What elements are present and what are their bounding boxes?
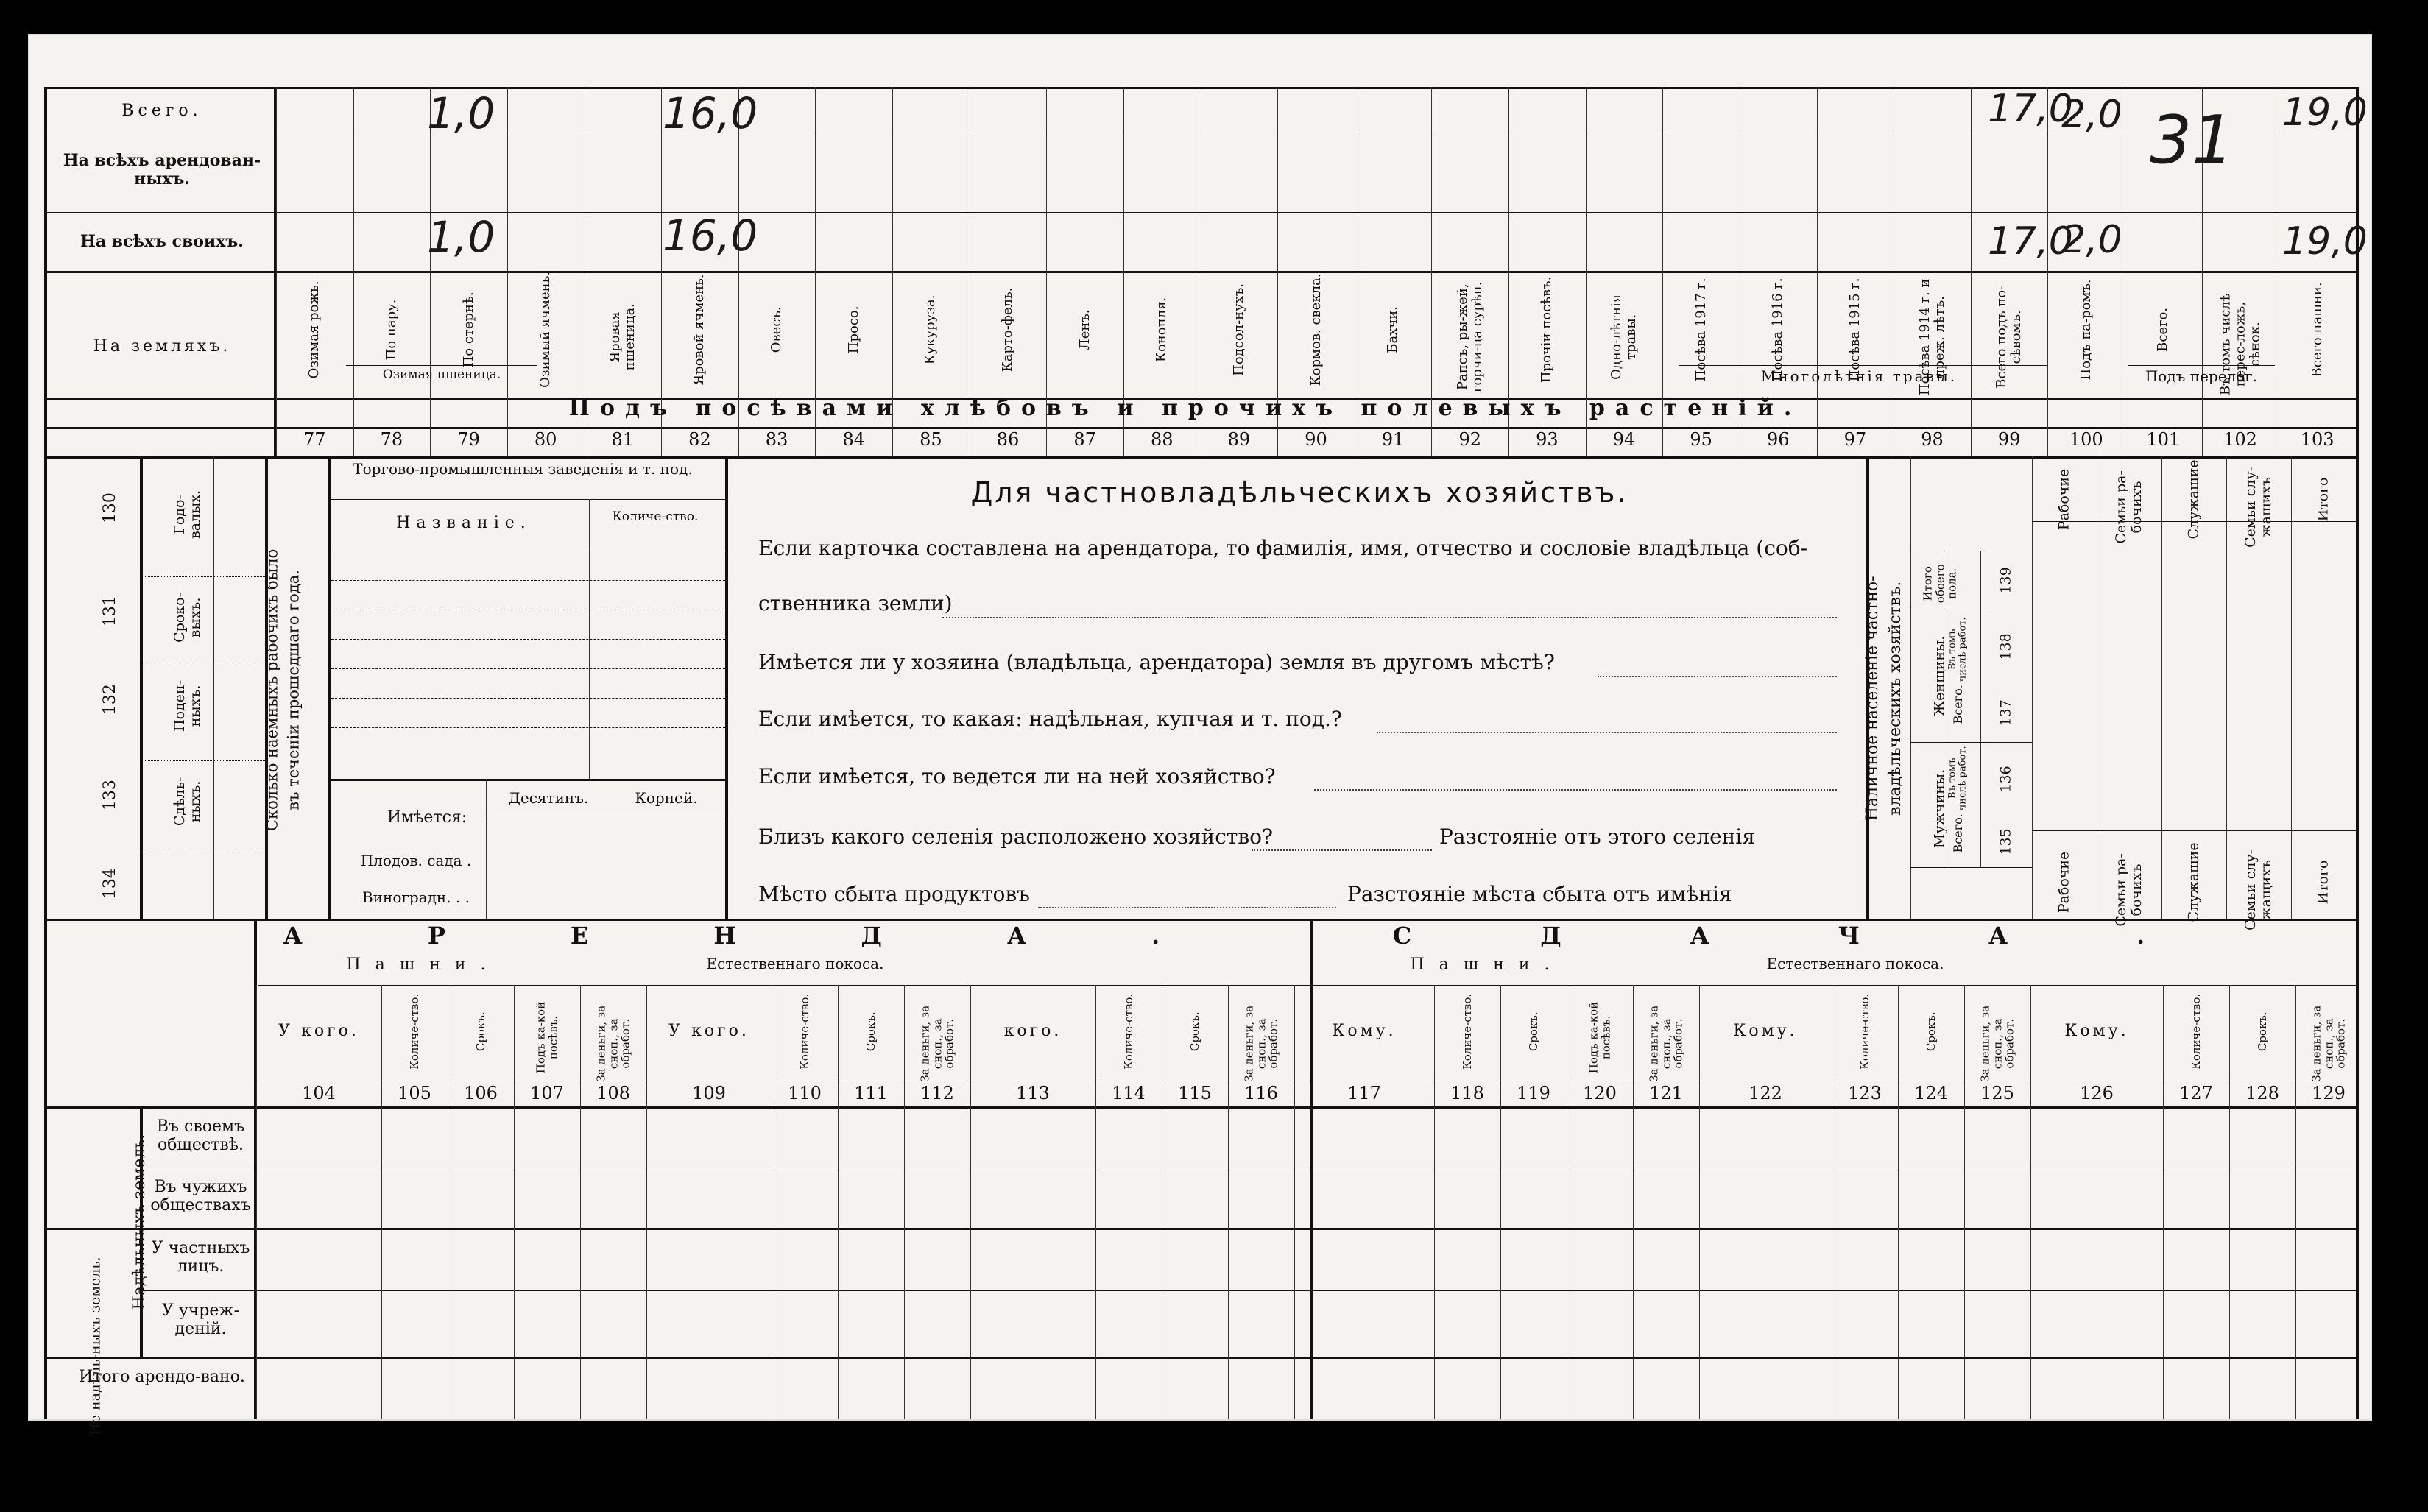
rule [514,985,515,1419]
livestock-label: Годо-валых. [172,490,203,539]
rule [331,668,725,669]
arenda-col-label: Количе-ство. [2189,993,2203,1070]
pop-col-label-bottom: Семьи ра-бочихъ [2113,853,2145,927]
arenda-col-num: 124 [1914,1083,1948,1103]
pop-work-w: Въ томъ числѣ работ. [1947,617,1969,682]
arenda-col-num: 104 [302,1083,336,1103]
rule [2291,456,2292,919]
rule [2295,985,2296,1419]
arenda-col-num: 126 [2080,1083,2114,1103]
trade-korney: Корней. [635,789,698,807]
crop-col-label: Рапсъ, ры-жей, горчи-ца сурѣп. [1454,281,1485,393]
rule [970,985,971,1419]
rule [44,1357,2356,1359]
private-q6: Мѣсто сбыта продуктовъ [758,882,1030,906]
rule [838,985,839,1419]
row-label-svoih: На всѣхъ своихъ. [80,232,244,251]
livestock-label: Сроко-выхъ. [172,592,203,643]
rule [1500,985,1501,1419]
arenda-col-num: 107 [530,1083,564,1103]
crop-col-label: Прочiй посѣвъ. [1539,276,1555,384]
crop-col-num: 99 [1997,429,2021,450]
arenda-col-label: Кому. [2064,1022,2129,1040]
crop-col-num: 93 [1536,429,1559,450]
crop-col-num: 88 [1150,429,1174,450]
arenda-title: АРЕНДА. [283,922,1285,950]
pop-muzhchiny: Мужчины. [1931,769,1948,849]
arenda-col-label: За деньги, за сноп., за обработ. [2309,1005,2348,1082]
crop-col-label: Озимая рожь. [306,280,322,379]
crop-col-num: 97 [1843,429,1867,450]
rule [1910,456,1911,919]
crop-col-label: Всего. [2155,307,2171,352]
crop-col-num: 85 [920,429,942,450]
arenda-col-label: Подъ ка-кой посѣвъ. [534,1001,560,1074]
rule [1910,742,2032,743]
arenda-col-label: Количе-ство. [1121,993,1135,1070]
crop-col-label: Яровая пшеница. [607,303,638,371]
crop-col-label: Просо. [845,305,861,354]
pop-num-135: 135 [1997,828,2014,855]
rule [2032,830,2356,831]
group-pod-posevami: Подъ посѣвами хлѣбовъ и прочихъ полевыхъ растенiй. [568,395,1802,421]
answer-line [1252,849,1432,851]
group-pod-perelog: Подъ перелог. [2145,367,2258,385]
row-uchrezhdeniy: У учреж-денiй. [161,1301,240,1339]
rule [1699,985,1700,1419]
crop-col-num: 87 [1073,429,1096,450]
private-q1: Если карточка составлена на арендатора, то фамилiя, имя, отчество и сословiе владѣльца (соб- [758,536,1808,560]
arenda-col-num: 113 [1016,1083,1050,1103]
livestock-num: 133 [100,780,119,811]
rule [646,985,647,1419]
livestock-num: 131 [100,596,119,627]
rule [44,1228,2356,1230]
crop-col-num: 81 [611,429,635,450]
crop-col-label: Яровой ячмень. [691,274,707,386]
arenda-col-label: За деньги, за сноп., за обработ. [918,1005,956,1082]
crop-col-label: Карто-фель. [1000,287,1016,372]
trade-imeetsya: Имѣется: [387,808,467,827]
rule [1964,985,1965,1419]
hw-vsego-102: 31 [2150,102,2234,179]
crop-col-num: 84 [842,429,865,450]
pop-zhenschiny: Женщины. [1931,635,1948,717]
arenda-col-num: 129 [2312,1083,2346,1103]
rule [1980,551,1981,867]
crop-col-num: 98 [1921,429,1944,450]
rule [2161,456,2162,919]
trade-name-col: Названiе. [396,514,532,532]
pop-num-137: 137 [1997,699,2014,727]
hw-vsego-82: 16,0 [663,88,758,138]
row-nadelnyh: Надѣльныхъ земель. [130,1134,149,1310]
crop-col-label: Ленъ. [1076,309,1093,350]
crop-col-num: 94 [1612,429,1636,450]
pop-col-label-top: Рабочие [2055,468,2072,531]
livestock-num: 132 [100,684,119,716]
arenda-col-num: 121 [1649,1083,1683,1103]
frame-left [44,87,47,1419]
rule [331,698,725,699]
hw-svoih-82: 16,0 [663,211,758,261]
crop-col-num: 83 [765,429,788,450]
private-q3: Если имѣется, то какая: надѣльная, купчая и т. под.? [758,707,1342,731]
pop-work-m: Въ томъ числѣ работ. [1947,746,1969,811]
arenda-col-label: У кого. [668,1022,749,1040]
private-q2: Имѣется ли у хозяина (владѣльца, арендатора) земля въ другомъ мѣстѣ? [758,650,1555,674]
row-label-na-zemlyah: На земляхъ. [93,337,231,356]
rule [331,499,725,500]
pop-col-label-top: Служащие [2185,459,2202,540]
arenda-col-num: 123 [1848,1083,1882,1103]
rule [2226,456,2227,919]
crop-col-num: 80 [534,429,557,450]
crop-col-num: 92 [1458,429,1482,450]
rule [1310,919,1313,1419]
row-v-svoem: Въ своемъ обществѣ. [156,1117,245,1155]
arenda-col-num: 118 [1450,1083,1484,1103]
rule [258,985,2356,986]
arenda-col-num: 116 [1244,1083,1278,1103]
arenda-col-label: Кому. [1332,1022,1397,1040]
hw-vsego-103: 19,0 [2282,91,2368,135]
rule [486,779,487,919]
rule [140,1290,2356,1291]
rule [346,365,537,366]
crop-col-num: 103 [2300,429,2335,450]
arenda-col-label: Срокъ. [1187,1011,1201,1052]
hw-svoih-103: 19,0 [2282,219,2368,264]
rule [1434,985,1435,1419]
arenda-col-label: За деньги, за сноп., за обработ. [594,1005,632,1082]
arenda-col-label: За деньги, за сноп., за обработ. [1242,1005,1280,1082]
arenda-pokosa: Естественнаго покоса. [706,955,884,972]
rule [44,919,2356,921]
rule [44,1106,2356,1109]
pop-col-label-top: Итого [2315,477,2332,522]
crop-col-num: 100 [2069,429,2103,450]
arenda-col-num: 114 [1112,1083,1146,1103]
rule [381,985,382,1419]
crop-col-label: Посѣва 1916 г. [1770,278,1786,382]
arenda-col-num: 109 [692,1083,726,1103]
arenda-col-label: За деньги, за сноп., за обработ. [1978,1005,2016,1082]
crop-col-label: Подъ па-ромъ. [2078,279,2094,381]
census-card [29,35,2371,1435]
arenda-col-num: 119 [1517,1083,1550,1103]
crop-col-label: Всего пашни. [2309,282,2325,378]
arenda-col-label: Срокъ. [864,1011,878,1052]
arenda-col-label: У кого. [278,1022,359,1040]
crop-col-num: 78 [380,429,403,450]
group-mnogoletnie: Многолѣтнiя травы. [1760,367,1958,385]
pop-itogo-obeih: Итого обоего пола. [1921,564,1959,604]
answer-line [1598,676,1837,677]
pop-num-136: 136 [1997,766,2014,793]
arenda-col-num: 105 [398,1083,431,1103]
private-q6b: Разстоянiе мѣста сбыта отъ имѣнiя [1347,882,1732,906]
hw-vsego-79: 1,0 [427,88,495,138]
crop-col-num: 91 [1381,429,1405,450]
trade-title: Торгово-промышленныя заведенiя и т. под. [353,460,693,478]
row-chastnyh: У частныхъ лицъ. [151,1239,250,1276]
trade-desyatin: Десятинъ. [508,789,589,807]
arenda-col-num: 106 [464,1083,498,1103]
arenda-col-num: 120 [1583,1083,1617,1103]
crop-col-label: По пару. [384,299,400,361]
row-label-vsego: Всего. [121,102,202,120]
row-itogo: Итого арендо-вано. [79,1368,245,1386]
row-label-arendovannyh: На всѣхъ арендован-ныхъ. [63,151,261,189]
arenda-pashni: Пашни. [346,955,501,974]
rule [1294,985,1295,1419]
rule [1679,365,2047,366]
crop-col-label: Овесъ. [769,306,785,353]
private-title: Для частновладѣльческихъ хозяйствъ. [970,476,1628,509]
pop-num-138: 138 [1997,633,2014,660]
private-q5b: Разстоянiе отъ этого селенiя [1439,824,1755,849]
pop-col-label-bottom: Семьи слу-жащихъ [2242,849,2274,930]
livestock-num: 134 [100,868,119,900]
trade-plodov: Плодов. сада . [360,852,472,869]
crop-col-label: Посѣва 1914 г. и преж. лѣтъ. [1916,278,1947,396]
arenda-col-num: 110 [788,1083,822,1103]
sdacha-pashni: Пашни. [1410,955,1564,974]
rule [2030,985,2031,1419]
private-q5: Близъ какого селенiя расположено хозяйство? [758,824,1274,849]
sdacha-pokosa: Естественнаго покоса. [1766,955,1944,972]
arenda-col-label: Кому. [1733,1022,1798,1040]
arenda-col-num: 111 [854,1083,888,1103]
hw-svoih-100: 2,0 [2061,218,2122,262]
rule [331,639,725,640]
arenda-col-label: Количе-ство. [1460,993,1474,1070]
rule [276,87,277,456]
crop-col-label: Посѣва 1917 г. [1693,278,1709,382]
rule [2163,985,2164,1419]
crop-col-num: 89 [1227,429,1251,450]
crop-col-num: 86 [996,429,1020,450]
hw-svoih-99: 17,0 [1988,219,2073,264]
hw-svoih-79: 1,0 [427,212,495,262]
answer-line [1038,907,1336,908]
row-v-chuzhih: Въ чужихъ обществахъ [150,1178,251,1215]
arenda-col-label: Количе-ство. [1857,993,1871,1070]
arenda-col-num: 127 [2179,1083,2213,1103]
crop-col-num: 79 [457,429,480,450]
crop-col-label: Одно-лѣтнiя травы. [1609,294,1640,380]
pop-col-label-bottom: Служащие [2185,842,2202,922]
arenda-col-num: 115 [1178,1083,1212,1103]
arenda-col-num: 128 [2245,1083,2279,1103]
hw-vsego-99: 17,0 [1988,87,2073,131]
crop-col-label: Конопля. [1154,297,1170,362]
private-q1b: ственника земли) [758,591,953,615]
rule [331,580,725,581]
private-q4: Если имѣется, то ведется ли на ней хозяйство? [758,764,1276,788]
population-title: Наличное населенiе частно-владѣльческихъ хозяйствъ. [1863,576,1905,822]
crop-col-label: Бахчи. [1385,306,1401,353]
group-ozimaya-pshenica: Озимая пшеница. [382,367,501,382]
crop-col-label: Озимый ячмень. [537,271,554,388]
crop-col-num: 82 [688,429,711,450]
pop-col-label-bottom: Рабочие [2055,851,2072,914]
arenda-col-label: Срокъ. [1526,1011,1540,1052]
rule [580,985,581,1419]
hw-vsego-100: 2,0 [2061,93,2122,137]
answer-line [942,617,1837,618]
crop-col-label: Всего подъ по-сѣвомъ. [1994,285,2025,389]
rule [904,985,905,1419]
rule [2229,985,2230,1419]
rule [2032,456,2033,919]
arenda-col-num: 112 [920,1083,954,1103]
arenda-col-num: 108 [596,1083,630,1103]
rule [2047,87,2048,456]
arenda-col-label: кого. [1003,1022,1062,1040]
crop-col-label: По стернѣ. [460,292,476,368]
arenda-col-num: 117 [1347,1083,1381,1103]
pop-num-139: 139 [1997,567,2014,594]
rule [1095,985,1096,1419]
crop-col-num: 90 [1305,429,1327,450]
rule [1633,985,1634,1419]
crop-col-label: Кукуруза. [922,294,939,365]
rule [328,456,331,919]
pop-vsego-m: Всего. [1951,813,1966,853]
rule [256,985,257,1419]
livestock-label: Поден-ныхъ. [172,679,203,732]
pop-col-label-top: Семьи слу-жащихъ [2242,466,2274,548]
arenda-col-label: Количе-ство. [797,993,811,1070]
crop-col-num: 96 [1766,429,1790,450]
row-ne-nadelnyh: Не надѣль-ныхъ земель. [87,1257,104,1435]
crop-col-num: 102 [2223,429,2257,450]
crop-col-num: 77 [303,429,326,450]
rule [140,760,265,761]
pop-col-label-top: Семьи ра-бочихъ [2113,470,2145,544]
pop-vsego-w: Всего. [1951,685,1966,724]
answer-line [1377,732,1837,733]
arenda-col-num: 125 [1980,1083,2014,1103]
livestock-label: Сдѣль-ныхъ. [172,777,203,827]
crop-col-label: Въ томъ числѣ перес-ложь, сѣнок. [2217,293,2262,396]
arenda-col-label: Срокъ. [1924,1011,1938,1052]
rule [2032,521,2356,522]
rule [331,779,725,781]
rule [140,576,265,577]
rule [331,727,725,728]
crop-col-label: Подсол-нухъ. [1230,283,1246,376]
arenda-col-num: 122 [1748,1083,1782,1103]
livestock-num: 130 [100,492,119,524]
arenda-col-label: Подъ ка-кой посѣвъ. [1587,1001,1612,1074]
rule [1228,985,1229,1419]
arenda-col-label: Срокъ. [473,1011,487,1052]
frame-right [2356,87,2359,1419]
sdacha-title: СДАЧА. [1392,922,2274,950]
rule [725,456,728,919]
rule [44,456,2356,459]
rule [2128,365,2275,366]
crop-col-label: Кормов. свекла. [1307,273,1324,386]
arenda-col-label: Количе-ство. [407,993,421,1070]
crop-col-label: Посѣва 1915 г. [1847,278,1863,382]
trade-vinogradn: Виноградн. . . [361,889,470,906]
arenda-col-label: Срокъ. [2255,1011,2269,1052]
pop-col-label-bottom: Итого [2315,860,2332,905]
rule [1898,985,1899,1419]
trade-qty-col: Количе-ство. [612,509,699,524]
hired-workers-label: Сколько наемныхъ рабочихъ было въ теченiи прошедшаго года. [263,548,303,832]
crop-col-num: 95 [1690,429,1712,450]
crop-col-num: 101 [2146,429,2181,450]
answer-line [1314,789,1837,791]
arenda-col-label: За деньги, за сноп., за обработ. [1647,1005,1685,1082]
